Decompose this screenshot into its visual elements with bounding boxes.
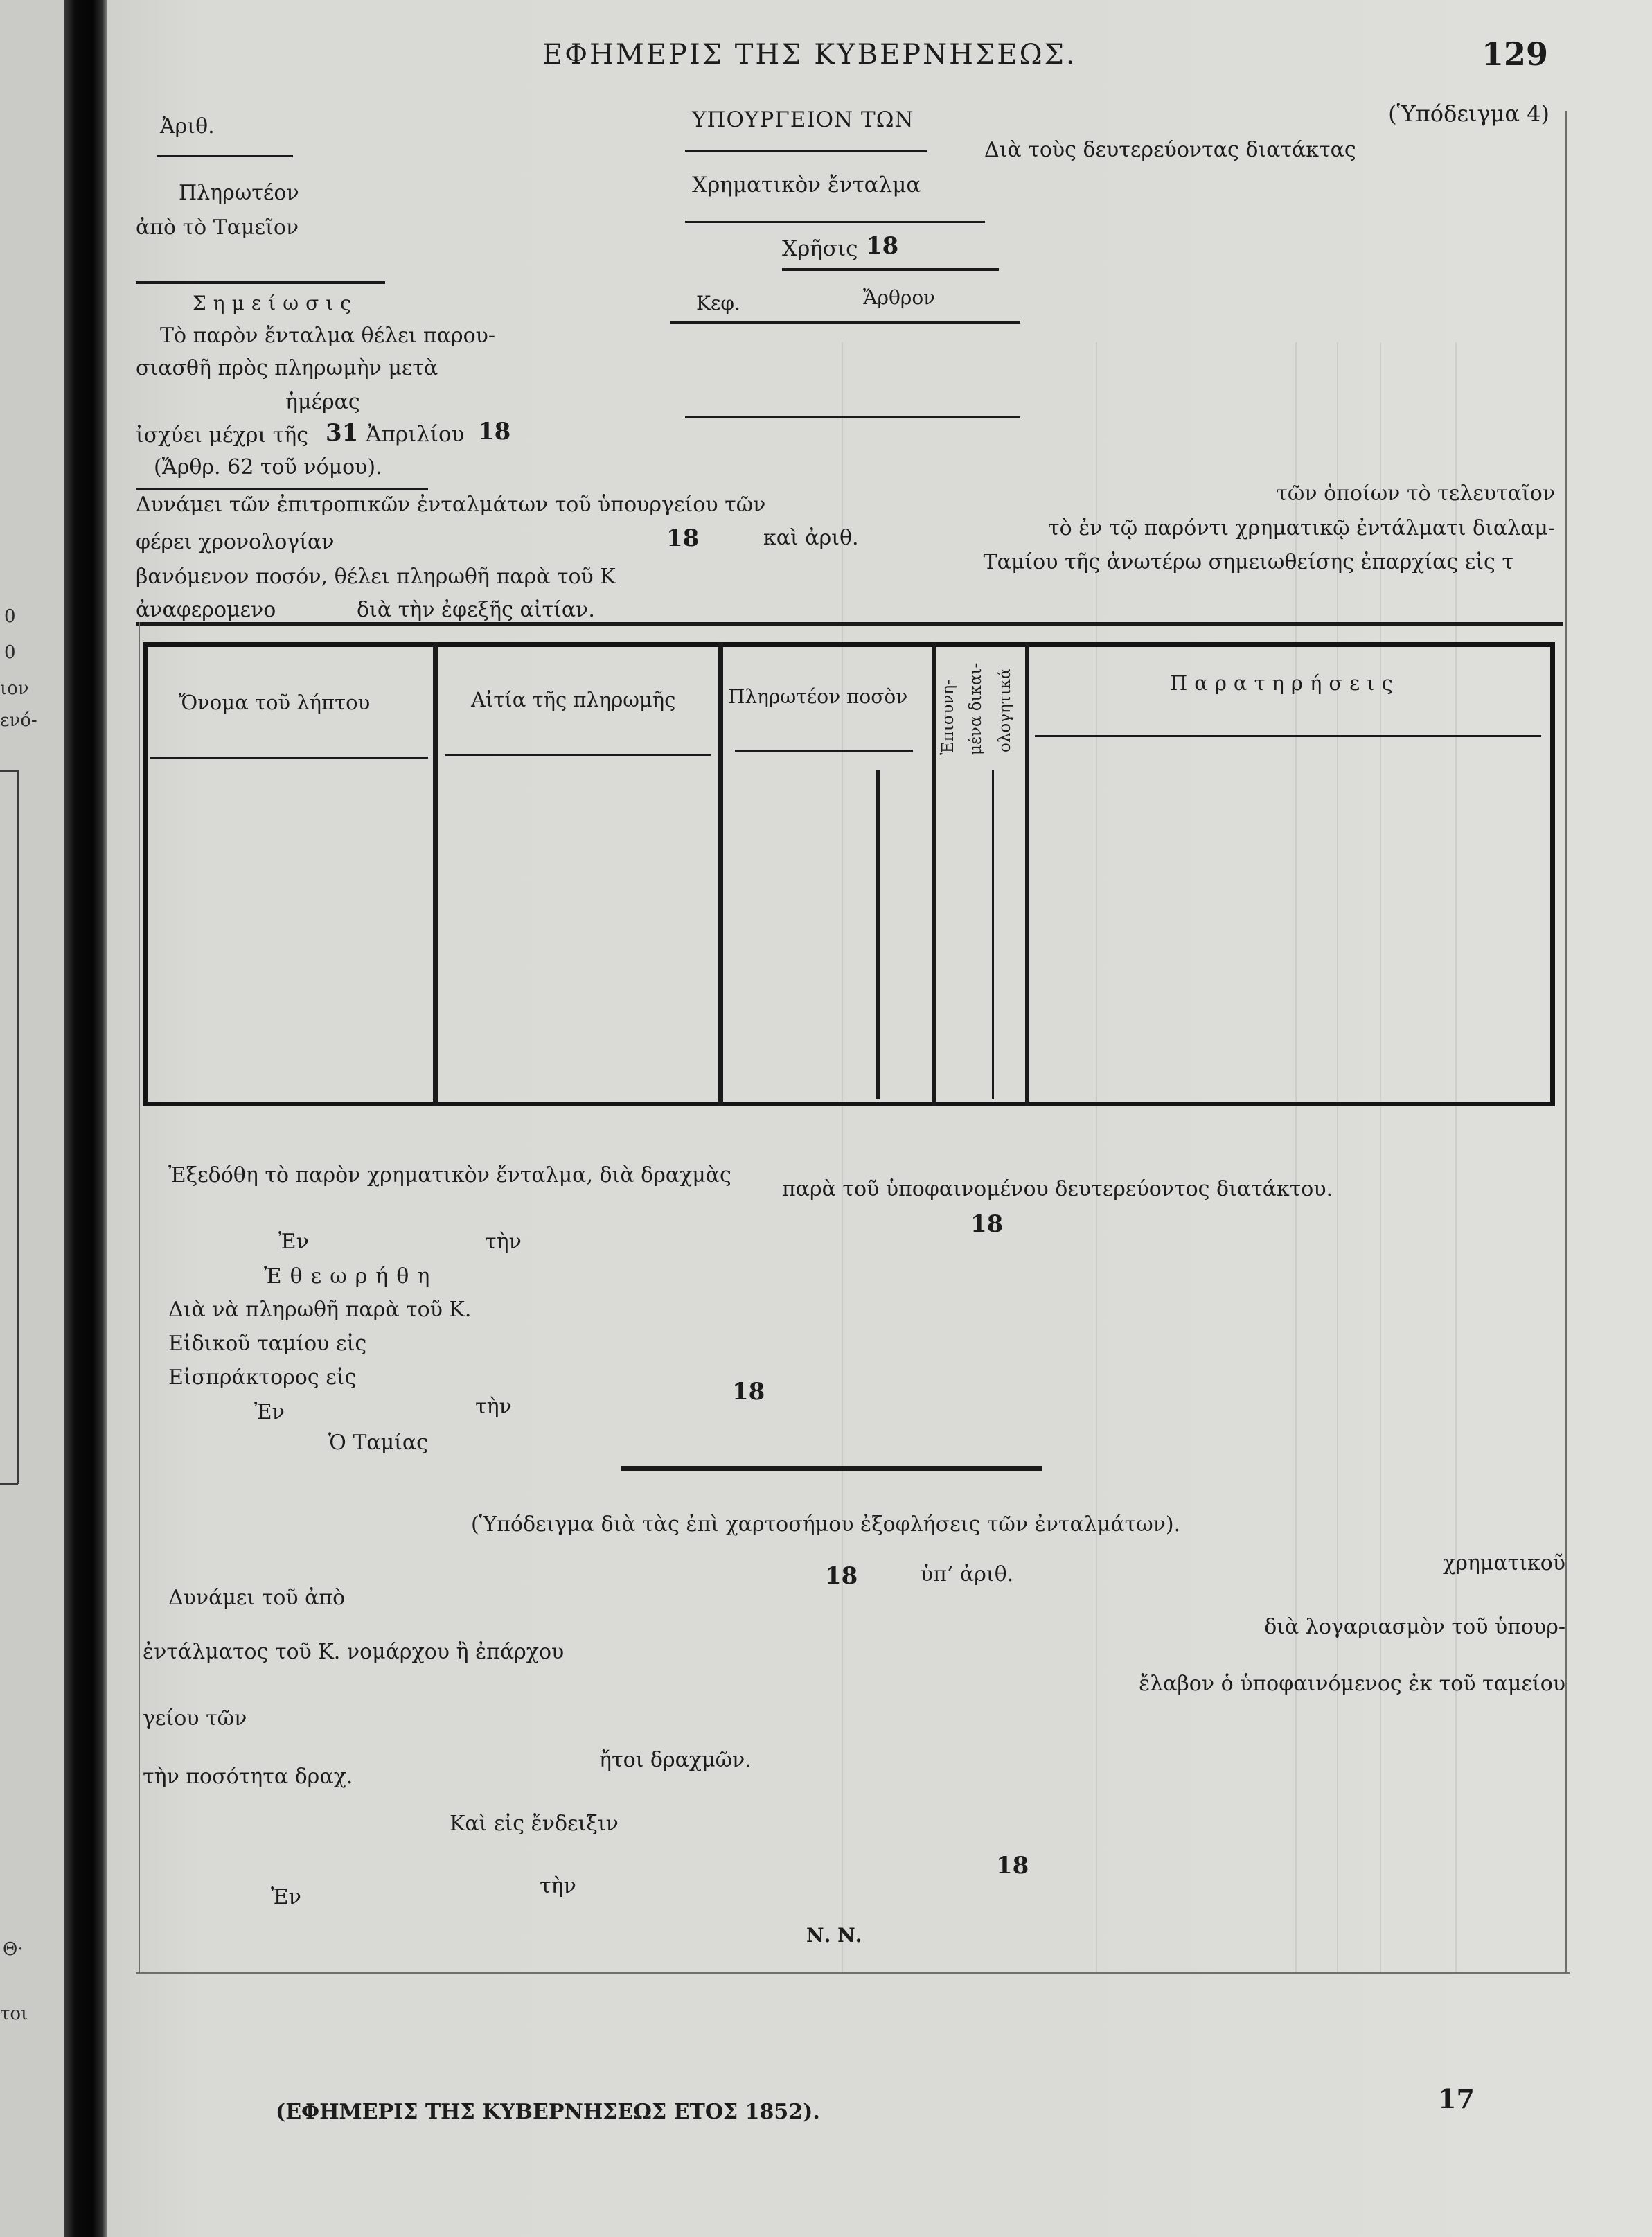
adjacent-page-margin [0, 0, 64, 2237]
header-underline [735, 750, 913, 752]
blank-entry-line [685, 416, 1020, 418]
issued-date-label: τὴν [485, 1230, 522, 1254]
page-title: ΕΦΗΜΕΡΙΣ ΤΗΣ ΚΥΒΕΡΝΗΣΕΩΣ. [542, 39, 1077, 71]
issued-year: 18 [970, 1210, 1004, 1238]
receipt-text: ἔλαβον ὁ ὑποφαινόμενος ἐκ τοῦ ταμείου [1139, 1672, 1565, 1696]
journal-footer: (ΕΦΗΜΕΡΙΣ ΤΗΣ ΚΥΒΕΡΝΗΣΕΩΣ ΕΤΟΣ 1852). [276, 2100, 820, 2124]
table-column-divider [1025, 642, 1029, 1106]
receipt-witness: Καὶ εἰς ἔνδειξιν [450, 1812, 619, 1836]
payment-order-title: Χρηματικὸν ἔνταλμα [692, 173, 921, 197]
from-treasury-label: ἀπὸ τὸ Ταμεῖον [136, 215, 299, 240]
frame-left-edge [139, 622, 140, 1974]
column-header-cause: Αἰτία τῆς πληρωμῆς [471, 688, 676, 711]
receipt-signature: Ν. Ν. [806, 1924, 862, 1947]
margin-fragment: ιον [0, 678, 29, 699]
adjacent-page-rule [0, 1483, 18, 1485]
issued-place-label: Ἐν [278, 1230, 309, 1254]
amount-subdivider [876, 770, 880, 1099]
chapter-label: Κεφ. [696, 292, 740, 315]
receipt-place-label: Ἐν [271, 1885, 301, 1909]
note-line: σιασθῆ πρὸς πληρωμὴν μετὰ [136, 356, 438, 380]
section-separator [136, 622, 1563, 626]
validity-year: 18 [478, 418, 511, 445]
chapter-article-underline [670, 321, 1020, 324]
authority-text: Δυνάμει τῶν ἐπιτροπικῶν ἐνταλμάτων τοῦ ὑπουργείου τῶν [136, 493, 766, 517]
receipt-amount: τὴν ποσότητα δραχ. [143, 1765, 353, 1789]
bleed-through-rule [1295, 342, 1297, 1974]
to-be-paid-line: Διὰ νὰ πληρωθῆ παρὰ τοῦ Κ. [168, 1298, 472, 1322]
payment-order-underline [685, 221, 985, 223]
sheet-signature-number: 17 [1438, 2083, 1475, 2114]
authority-text: ἀναφερομενο [136, 598, 276, 622]
margin-fragment: 0 [4, 642, 16, 663]
ministry-heading: ΥΠΟΥΡΓΕΙΟΝ ΤΩΝ [692, 107, 914, 132]
frame-right-edge [1565, 111, 1567, 1974]
attachments-subdivider [992, 770, 994, 1099]
special-treasurer-line: Εἰδικοῦ ταμίου εἰς [168, 1332, 367, 1356]
validity-day: 31 [326, 419, 359, 447]
ministry-underline [685, 150, 927, 152]
section-divider [621, 1466, 1042, 1471]
column-header-remarks: Παρατηρήσεις [1170, 671, 1400, 695]
issued-by-line: παρὰ τοῦ ὑποφαινομένου δευτερεύοντος διατάκτου. [782, 1177, 1333, 1201]
margin-fragment: ενό- [0, 710, 37, 731]
validity-label: ἰσχύει μέχρι τῆς [136, 423, 309, 448]
margin-fragment: 0 [4, 606, 16, 627]
note-title: Σημείωσις [193, 292, 358, 315]
header-underline [445, 754, 711, 756]
authority-text: τῶν ὁποίων τὸ τελευταῖον [1276, 481, 1555, 506]
receipt-number-label: ὑπ’ ἀριθ. [921, 1562, 1014, 1586]
issued-line: Ἐξεδόθη τὸ παρὸν χρηματικὸν ἔνταλμα, διὰ δραχμὰς [168, 1163, 731, 1187]
page-number: 129 [1481, 35, 1548, 73]
frame-bottom-edge [136, 1972, 1570, 1974]
article-label: Ἄρθρον [863, 286, 936, 309]
adjacent-page-rule [17, 770, 19, 1484]
receipt-text: χρηματικοῦ [1443, 1551, 1565, 1575]
column-header-amount: Πληρωτέον ποσὸν [728, 685, 908, 708]
law-reference: (Ἄρθρ. 62 τοῦ νόμου). [154, 455, 382, 479]
receipt-text: γείου τῶν [143, 1706, 247, 1731]
column-header-attachments: ολογητικά [996, 668, 1014, 752]
approval-year: 18 [732, 1378, 765, 1406]
column-header-payee: Ὄνομα τοῦ λήπτου [179, 691, 371, 714]
bleed-through-rule [842, 342, 843, 1974]
book-binding-shadow [64, 0, 107, 2237]
authority-number-label: καὶ ἀριθ. [763, 526, 859, 550]
fiscal-year-value: 18 [866, 232, 899, 260]
header-underline [1035, 735, 1541, 737]
table-column-divider [433, 642, 438, 1106]
secondary-authorizers-label: Διὰ τοὺς δευτερεύοντας διατάκτας [984, 138, 1356, 162]
receipt-year: 18 [825, 1562, 858, 1590]
authority-text: Ταμίου τῆς ἀνωτέρω σημειωθείσης ἐπαρχίας εἰς τ [983, 550, 1513, 574]
fiscal-year-label: Χρῆσις [782, 236, 858, 261]
margin-fragment: Θ· [3, 1939, 24, 1960]
authority-text: τὸ ἐν τῷ παρόντι χρηματικῷ ἐντάλματι διαλαμ- [1048, 516, 1555, 540]
model-label: (Ὑπόδειγμα 4) [1388, 100, 1549, 127]
receipt-sign-year: 18 [996, 1852, 1029, 1880]
payable-label: Πληρωτέον [179, 181, 299, 205]
receipt-text: διὰ λογαριασμὸν τοῦ ὑπουρ- [1264, 1615, 1565, 1639]
table-column-divider [932, 642, 936, 1106]
bleed-through-rule [1096, 342, 1097, 1974]
adjacent-page-rule [0, 770, 18, 772]
approval-date-label: τὴν [475, 1395, 512, 1419]
note-line: ἡμέρας [285, 390, 360, 414]
collector-line: Εἰσπράκτορος εἰς [168, 1365, 357, 1390]
validity-month: Ἀπριλίου [366, 422, 465, 447]
fiscal-year-underline [782, 268, 999, 271]
margin-fragment: τοι [0, 2004, 28, 2024]
note-underline [136, 488, 428, 490]
authority-year: 18 [666, 524, 700, 552]
receipt-model-title: (Ὑπόδειγμα διὰ τὰς ἐπὶ χαρτοσήμου ἐξοφλήσεις τῶν ἐνταλμάτων). [471, 1512, 1181, 1537]
bleed-through-rule [1380, 342, 1381, 1974]
bleed-through-rule [1337, 342, 1338, 1974]
number-label: Ἀριθ. [160, 114, 215, 139]
approval-place-label: Ἐν [254, 1400, 285, 1424]
receipt-text: Δυνάμει τοῦ ἀπὸ [168, 1586, 346, 1610]
receipt-date-label: τὴν [540, 1874, 576, 1898]
note-line: Τὸ παρὸν ἔνταλμα θέλει παρου- [160, 324, 496, 348]
treasurer-signature-label: Ὁ Ταμίας [328, 1431, 428, 1455]
column-header-attachments: Ἐπισυνη- [939, 680, 957, 755]
authority-text: διὰ τὴν ἐφεξῆς αἰτίαν. [357, 598, 595, 622]
treasury-underline [136, 281, 385, 284]
header-underline [150, 757, 428, 759]
receipt-text: ἐντάλματος τοῦ Κ. νομάρχου ἢ ἐπάρχου [143, 1640, 565, 1664]
table-column-divider [718, 642, 723, 1106]
bleed-through-rule [1455, 342, 1457, 1974]
approved-label: Ἐθεωρήθη [264, 1264, 438, 1289]
number-underline [157, 155, 293, 157]
column-header-attachments: μένα δικαι- [967, 662, 985, 755]
authority-text: βανόμενον ποσόν, θέλει πληρωθῆ παρὰ τοῦ Κ [136, 565, 616, 589]
receipt-in-words: ἤτοι δραχμῶν. [599, 1748, 752, 1772]
authority-text: φέρει χρονολογίαν [136, 530, 335, 554]
